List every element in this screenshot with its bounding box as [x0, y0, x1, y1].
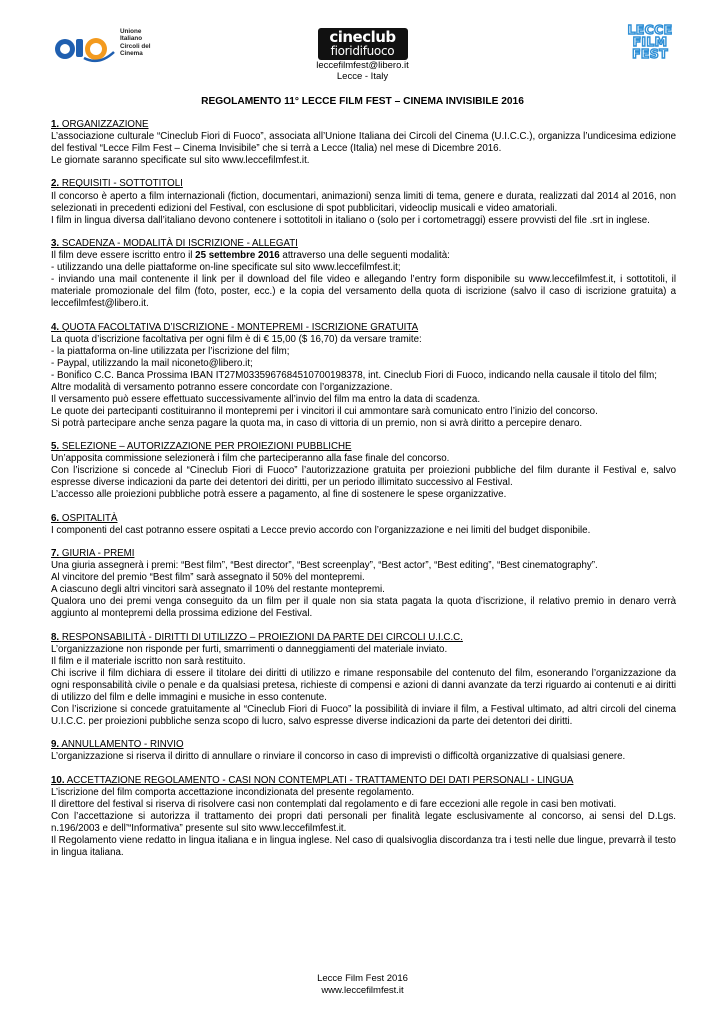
section-heading-text: ANNULLAMENTO - RINVIO	[61, 739, 184, 751]
section-heading	[51, 119, 676, 131]
uicc-logo	[54, 26, 164, 66]
section-8	[51, 632, 676, 728]
section-paragraph: Con l’iscrizione si concede al “Cineclub Fiori di Fuoco” l’autorizzazione gratuita per proiezioni pubbliche del film durante il Festival e, salvo espresse diverse indicazioni da parte dei detentori dei diritti, per un periodo illimitato successivo al Festival.	[51, 465, 676, 489]
section-paragraph: - Paypal, utilizzando la mail niconeto@libero.it;	[51, 357, 253, 369]
section-number: 2.	[51, 178, 60, 190]
section-paragraph: Il Regolamento viene redatto in lingua italiana e in lingua inglese. Nel caso di qualsivoglia discordanza tra i testi nelle due lingue, prevarrà il testo in lingua italiana.	[51, 835, 676, 859]
section-number: 3.	[51, 237, 60, 249]
section-heading-text: ACCETTAZIONE REGOLAMENTO - CASI NON CONTEMPLATI - TRATTAMENTO DEI DATI PERSONALI - LINGUA	[66, 774, 574, 786]
section-paragraph: - la piattaforma on-line utilizzata per l’iscrizione del film;	[51, 345, 290, 357]
footer-website[interactable]: www.leccefilmfest.it	[321, 984, 404, 996]
section-heading	[51, 548, 676, 560]
section-heading-text: GIURIA - PREMI	[61, 548, 135, 560]
section-heading-text: SCADENZA - MODALITÀ DI ISCRIZIONE - ALLEGATI	[61, 237, 298, 249]
section-heading-text: REQUISITI - SOTTOTITOLI	[61, 178, 183, 190]
section-paragraph: - utilizzando una delle piattaforme on-line specificate sul sito www.leccefilmfest.it;	[51, 262, 401, 274]
section-paragraph: Le giornate saranno specificate sul sito www.leccefilmfest.it.	[51, 155, 310, 167]
section-5	[51, 441, 676, 501]
section-heading	[51, 513, 676, 525]
section-paragraph: Il direttore del festival si riserva di risolvere casi non contemplati dal regolamento e di fare eccezioni alle regole in casi ben motivati.	[51, 798, 617, 810]
section-paragraph: Qualora uno dei premi venga conseguito da un film per il quale non sia stata pagata la quota d’iscrizione, il relativo premio in denaro verrà aggiunto al montepremi della prossima edizione del Festival.	[51, 596, 676, 620]
section-paragraph: I film in lingua diversa dall’italiano devono contenere i sottotitoli in italiano o (solo per i cortometraggi) essere provvisti del file .srt in inglese.	[51, 214, 650, 226]
section-number: 7.	[51, 548, 60, 560]
section-10	[51, 775, 676, 859]
section-heading	[51, 322, 676, 334]
section-2	[51, 178, 676, 226]
section-paragraph: Il concorso è aperto a film internazionali (fiction, documentari, animazioni) senza limiti di tema, genere e durata, realizzati dal 2014 al 2016, non selezionati in precedenti edizioni del Festival, con esclusione di spot pubblicitari, videoclip musicali e video amatoriali.	[51, 190, 676, 214]
emphasis-text: 25 settembre 2016	[195, 250, 280, 262]
page-footer	[0, 973, 725, 996]
section-paragraph: L’associazione culturale “Cineclub Fiori di Fuoco”, associata all’Unione Italiana dei Circoli del Cinema (U.I.C.C.), organizza l’undicesima edizione del festival “Lecce Film Fest – Cinema Invisibile” che si terrà a Lecce (Italia) nel mese di Dicembre 2016.	[51, 131, 676, 155]
section-paragraph: L’accesso alle proiezioni pubbliche potrà essere a pagamento, al fine di sostenere le spese organizzative.	[51, 489, 507, 501]
section-heading	[51, 441, 676, 453]
uicc-wordmark: Unione Italiano Circoli del Cinema	[120, 28, 151, 57]
document-title: REGOLAMENTO 11° LECCE FILM FEST – CINEMA INVISIBILE 2016	[201, 96, 524, 107]
section-paragraph: Chi iscrive il film dichiara di essere il titolare dei diritti di utilizzo e rimane responsabile del contenuto del film, esonerando l’organizzazione da ogni responsabilità civile o penale e da qualsiasi pretesa, richieste di compensi e azioni di danni avanzate da terzi riguardo ai contenuti e ai diritti di utilizzo del film e delle immagini e musiche in esso contenute.	[51, 667, 676, 703]
section-number: 10.	[51, 774, 65, 786]
section-paragraph: L’organizzazione non risponde per furti, smarrimenti o danneggiamenti del materiale inviato.	[51, 643, 448, 655]
section-paragraph: A ciascuno degli altri vincitori sarà assegnato il 10% del restante montepremi.	[51, 584, 385, 596]
section-paragraph	[51, 250, 676, 262]
section-paragraph: Il versamento può essere effettuato successivamente all’invio del film ma entro la data di scadenza.	[51, 393, 481, 405]
section-heading-text: QUOTA FACOLTATIVA D’ISCRIZIONE - MONTEPREMI - ISCRIZIONE GRATUITA	[61, 321, 419, 333]
cineclub-logo: cineclub fioridifuoco	[318, 28, 408, 60]
paragraph-text: attraverso una delle seguenti modalità:	[279, 250, 450, 262]
section-heading	[51, 632, 676, 644]
paragraph-text: Il film deve essere iscritto entro il	[51, 250, 196, 262]
section-paragraph: Si potrà partecipare anche senza pagare la quota ma, in caso di vittoria di un premio, non si avrà diritto a percepire denaro.	[51, 417, 583, 429]
header-email[interactable]: leccefilmfest@libero.it	[316, 60, 409, 71]
section-paragraph: Altre modalità di versamento potranno essere concordate con l’organizzazione.	[51, 381, 393, 393]
section-paragraph: Un’apposita commissione selezionerà i film che parteciperanno alla fase finale del concorso.	[51, 453, 450, 465]
section-3	[51, 238, 676, 310]
section-number: 1.	[51, 119, 60, 130]
section-heading	[51, 739, 676, 751]
footer-title: Lecce Film Fest 2016	[317, 973, 408, 984]
uicc-emblem-icon	[54, 32, 116, 64]
header-city: Lecce - Italy	[336, 71, 389, 82]
section-heading	[51, 775, 676, 787]
section-paragraph: Le quote dei partecipanti costituiranno il montepremi per i vincitori il cui ammontare sarà comunicato entro l’inizio del concorso.	[51, 405, 598, 417]
section-paragraph: Al vincitore del premio “Best film” sarà assegnato il 50% del montepremi.	[51, 572, 365, 584]
section-paragraph: La quota d’iscrizione facoltativa per ogni film è di € 15,00 ($ 16,70) da versare tramite:	[51, 333, 422, 345]
section-number: 5.	[51, 441, 60, 453]
section-paragraph: - inviando una mail contenente il link per il download del file video e allegando l’entry form disponibile su www.leccefilmfest.it, i sottotitoli, il materiale promozionale del film (foto, poster, ecc.) e la copia del versamento della quota di iscrizione (salvo il caso di iscrizione gratuita) a leccefilmfest@libero.it.	[51, 274, 676, 310]
section-heading-text: OSPITALITÀ	[61, 512, 118, 524]
lecce-film-fest-logo: LECCE FILM FEST	[627, 22, 673, 61]
section-1	[51, 119, 676, 167]
section-paragraph: I componenti del cast potranno essere ospitati a Lecce previo accordo con l’organizzazione e nei limiti del budget disponibile.	[51, 524, 591, 536]
section-paragraph: L’iscrizione del film comporta accettazione incondizionata del presente regolamento.	[51, 786, 415, 798]
section-6	[51, 513, 676, 537]
section-4	[51, 322, 676, 430]
regulation-body	[51, 119, 676, 859]
section-heading-text: RESPONSABILITÀ - DIRITTI DI UTILIZZO – PROIEZIONI DA PARTE DEI CIRCOLI U.I.C.C.	[61, 631, 463, 643]
section-heading-text: ORGANIZZAZIONE	[61, 119, 149, 130]
section-heading	[51, 238, 676, 250]
section-paragraph: - Bonifico C.C. Banca Prossima IBAN IT27M0335967684510700198378, int. Cineclub Fiori di Fuoco, indicando nella causale il titolo del film;	[51, 369, 657, 381]
section-heading	[51, 178, 676, 190]
section-paragraph: Una giuria assegnerà i premi: “Best film”, “Best director”, “Best screenplay”, “Best actor”, “Best editing”, “Best cinematography”.	[51, 560, 598, 572]
section-number: 4.	[51, 321, 60, 333]
section-number: 6.	[51, 512, 60, 524]
cineclub-header	[300, 28, 425, 82]
section-number: 9.	[51, 739, 60, 751]
section-heading-text: SELEZIONE – AUTORIZZAZIONE PER PROIEZIONI PUBBLICHE	[61, 441, 352, 453]
section-paragraph: Con l’iscrizione si concede gratuitamente al “Cineclub Fiori di Fuoco” la possibilità di inviare il film, a Festival ultimato, ad altri circoli del cinema U.I.C.C. per proiezioni pubbliche senza scopo di lucro, salvo espresse diverse indicazioni da parte dei detentori dei diritti.	[51, 704, 676, 728]
section-paragraph: Con l’accettazione si autorizza il trattamento dei propri dati personali per finalità legate esclusivamente al concorso, ai sensi del D.Lgs. n.196/2003 e dell’“Informativa” presente sul sito www.leccefilmfest.it.	[51, 810, 676, 835]
section-number: 8.	[51, 631, 60, 643]
section-paragraph: L’organizzazione si riserva il diritto di annullare o rinviare il concorso in caso di imprevisti o difficoltà organizzative di qualsiasi genere.	[51, 751, 626, 763]
section-9	[51, 739, 676, 763]
section-7	[51, 548, 676, 620]
section-paragraph: Il film e il materiale iscritto non sarà restituito.	[51, 655, 246, 667]
